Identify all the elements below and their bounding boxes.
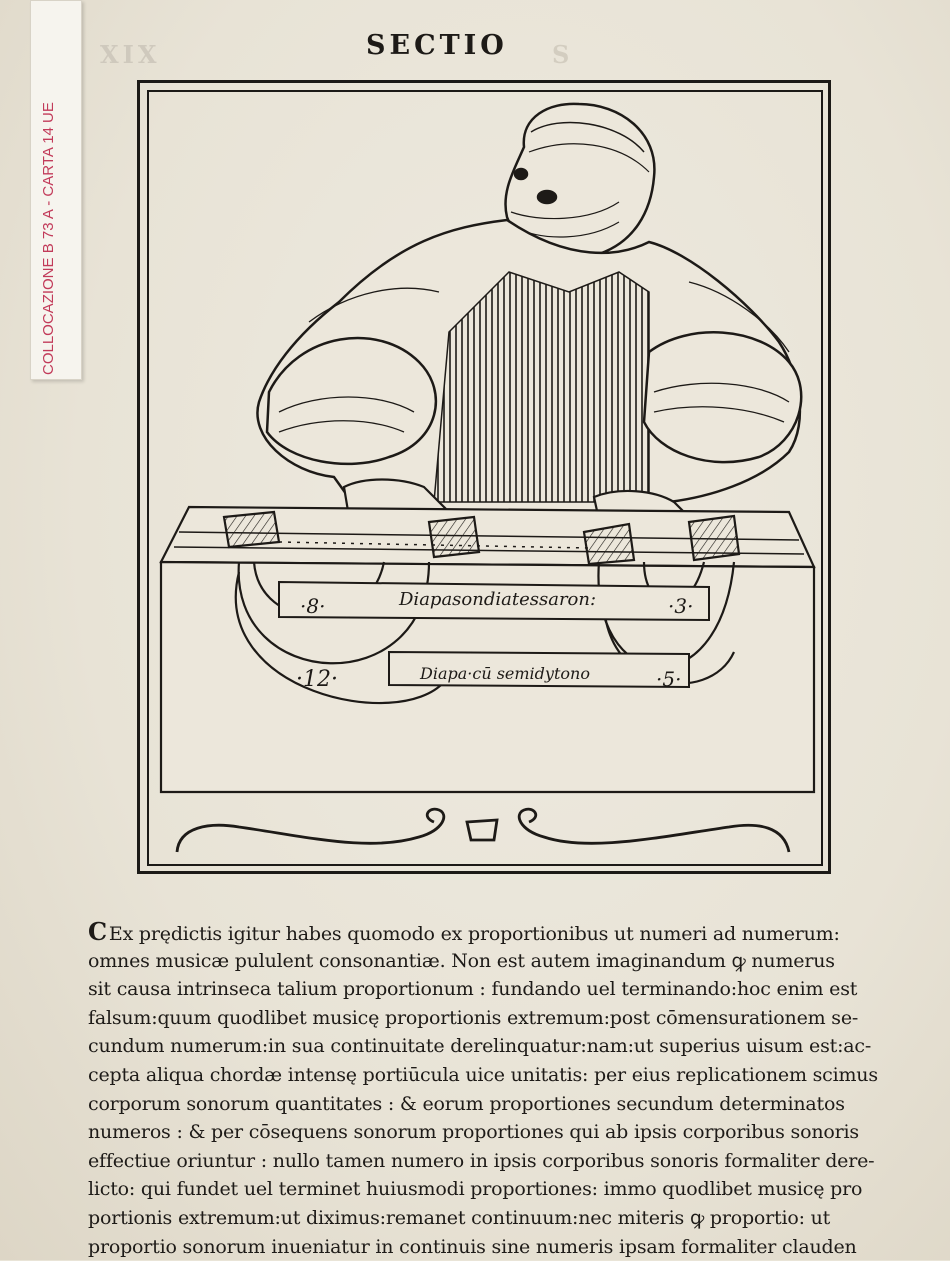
text-line: licto: qui fundet uel terminet huiusmodi proportiones: immo quodlibet musicę pro	[88, 1178, 863, 1201]
show-through-text-right: S	[552, 40, 573, 69]
text-line: numeros : & per cōsequens sonorum proportiones qui ab ipsis corporibus sonoris	[88, 1121, 859, 1144]
text-line: C Ex prędictis igitur habes quomodo ex proportionibus ut numeri ad numerum:	[88, 918, 840, 946]
text-line: effectiue oriuntur : nullo tamen numero in ipsis corporibus sonoris formaliter dere-	[88, 1149, 875, 1172]
ratio-number-12: ·12·	[296, 667, 338, 692]
page-header: SECTIO	[366, 30, 508, 61]
monochord	[161, 507, 814, 792]
show-through-text-left: XIX	[100, 40, 161, 69]
figure-robe	[257, 220, 801, 512]
ratio-number-3: ·3·	[668, 594, 694, 618]
ratio-number-8: ·8·	[300, 594, 326, 618]
ratio-number-5: ·5·	[656, 667, 682, 691]
ribbon-label-diapason-semiditone: Diapa·cū semidytono	[420, 664, 590, 683]
text-line: cundum numerum:in sua continuitate derelinquatur:nam:ut superius uisum est:ac-	[88, 1035, 872, 1058]
paragraph-mark: C	[88, 918, 107, 946]
text-line: omnes musicæ pululent consonantiæ. Non est autem imaginandum ꝙ numerus	[88, 949, 835, 972]
scroll-ornament	[177, 809, 789, 852]
text-line: falsum:quum quodlibet musicę proportionis extremum:post cōmensurationem se-	[88, 1006, 859, 1029]
text-line: cepta aliqua chordæ intensę portiūcula uice unitatis: per eius replicationem scimus	[88, 1063, 878, 1086]
ribbon-label-diapason-diatessaron: Diapasondiatessaron:	[399, 589, 597, 610]
body-text	[88, 918, 888, 1261]
text-line: portionis extremum:ut diximus:remanet continuum:nec miteris ꝙ proportio: ut	[88, 1206, 831, 1229]
text-line: proportio sonorum inueniatur in continuis sine numeris ipsam formaliter clauden	[88, 1235, 857, 1258]
text-line: sit causa intrinseca talium proportionum : fundando uel terminando:hoc enim est	[88, 978, 858, 1001]
text-line: corporum sonorum quantitates : & eorum proportiones secundum determinatos	[88, 1092, 845, 1115]
catalog-slip-label: COLLOCAZIONE B 73 A - CARTA 14 UE	[40, 102, 57, 375]
woodcut-illustration	[149, 92, 821, 864]
